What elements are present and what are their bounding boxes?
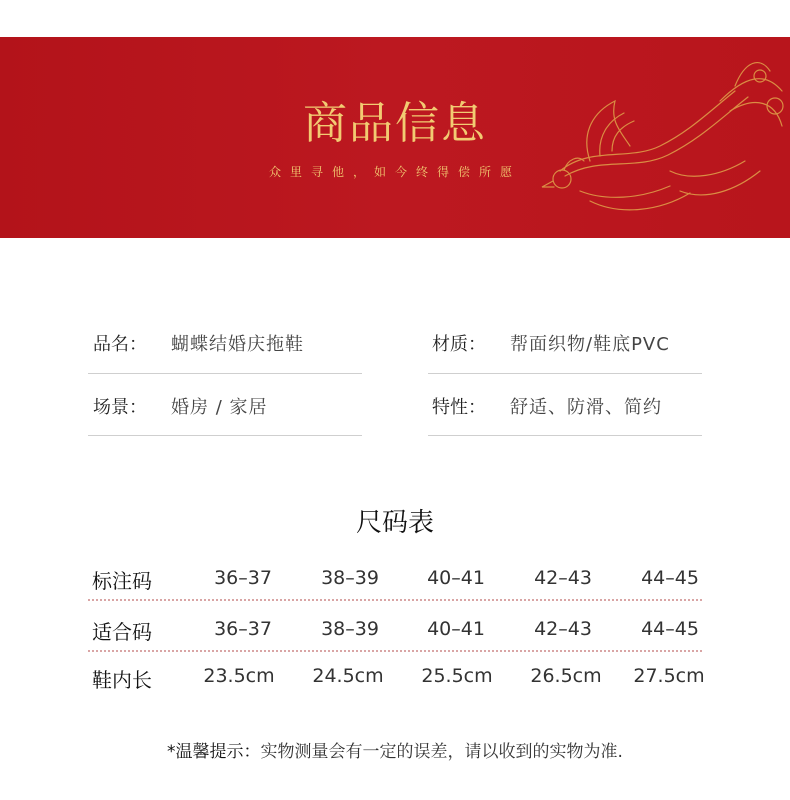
row-divider <box>88 599 702 601</box>
size-cell: 25.5cm <box>421 665 493 687</box>
size-table-title: 尺码表 <box>355 508 434 538</box>
size-cell: 44–45 <box>641 567 699 589</box>
info-scene-value: 婚房 / 家居 <box>171 397 268 418</box>
size-cell: 40–41 <box>427 567 485 589</box>
info-material-value: 帮面织物/鞋底PVC <box>510 334 670 355</box>
info-name-value: 蝴蝶结婚庆拖鞋 <box>171 334 304 355</box>
header-banner <box>0 37 790 238</box>
size-cell: 23.5cm <box>203 665 275 687</box>
size-cell: 42–43 <box>534 618 592 640</box>
info-scene <box>93 393 268 419</box>
divider <box>428 435 702 436</box>
size-cell: 38–39 <box>321 567 379 589</box>
size-row-label: 适合码 <box>92 620 152 644</box>
row-divider <box>88 650 702 652</box>
size-row-label: 标注码 <box>92 569 152 593</box>
banner-subtitle: 众里寻他，如今终得偿所愿 <box>268 165 521 179</box>
size-cell: 44–45 <box>641 618 699 640</box>
notice-text <box>0 737 790 762</box>
size-row-label: 鞋内长 <box>92 668 152 692</box>
info-material <box>432 330 670 356</box>
info-scene-label: 场景： <box>93 397 147 418</box>
page-title: 商品信息 <box>303 98 487 149</box>
info-feature-label: 特性： <box>432 397 486 418</box>
size-cell: 24.5cm <box>312 665 384 687</box>
size-cell: 26.5cm <box>530 665 602 687</box>
info-feature <box>432 393 662 419</box>
notice-prefix: *温馨提示： <box>167 742 261 762</box>
size-cell: 38–39 <box>321 618 379 640</box>
info-name-label: 品名： <box>93 334 147 355</box>
size-cell: 42–43 <box>534 567 592 589</box>
phoenix-icon <box>520 51 790 231</box>
size-cell: 36–37 <box>214 567 272 589</box>
size-cell: 36–37 <box>214 618 272 640</box>
info-name <box>93 330 304 356</box>
divider <box>88 373 362 374</box>
size-cell: 40–41 <box>427 618 485 640</box>
info-material-label: 材质： <box>432 334 486 355</box>
size-cell: 27.5cm <box>633 665 705 687</box>
info-feature-value: 舒适、防滑、简约 <box>510 397 662 418</box>
divider <box>428 373 702 374</box>
divider <box>88 435 362 436</box>
notice-body: 实物测量会有一定的误差，请以收到的实物为准. <box>260 742 623 762</box>
